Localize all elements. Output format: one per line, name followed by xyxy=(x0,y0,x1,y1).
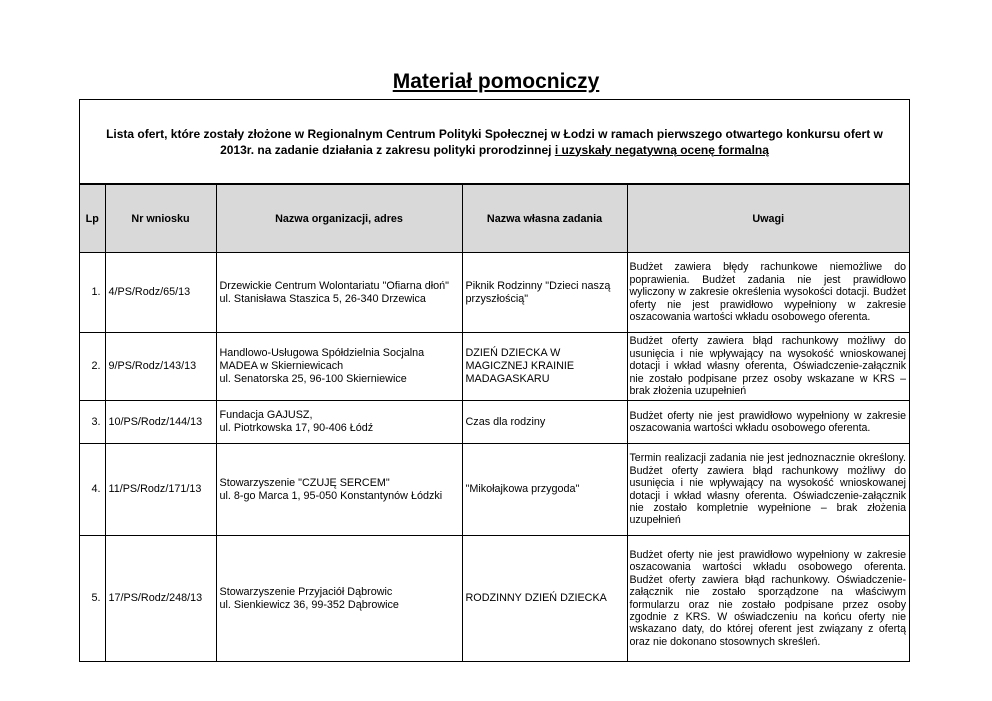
cell-lp: 4. xyxy=(80,444,105,536)
table-header-row xyxy=(80,185,909,253)
cell-org: Drzewickie Centrum Wolontariatu "Ofiarna dłoń" ul. Stanisława Staszica 5, 26-340 Drzewica xyxy=(216,253,462,333)
cell-lp: 2. xyxy=(80,333,105,401)
cell-org: Handlowo-Usługowa Spółdzielnia Socjalna MADEA w Skierniewicach ul. Senatorska 25, 96-100 Skierniewice xyxy=(216,333,462,401)
table-row xyxy=(80,253,909,333)
header-org: Nazwa organizacji, adres xyxy=(216,185,462,253)
cell-org: Stowarzyszenie "CZUJĘ SERCEM" ul. 8-go Marca 1, 95-050 Konstantynów Łódzki xyxy=(216,444,462,536)
header-notes: Uwagi xyxy=(627,185,909,253)
header-nr: Nr wniosku xyxy=(105,185,216,253)
cell-nr: 11/PS/Rodz/171/13 xyxy=(105,444,216,536)
heading-highlight: i uzyskały negatywną ocenę formalną xyxy=(554,142,769,157)
cell-nr: 9/PS/Rodz/143/13 xyxy=(105,333,216,401)
cell-lp: 1. xyxy=(80,253,105,333)
cell-nr: 17/PS/Rodz/248/13 xyxy=(105,536,216,662)
offers-sheet xyxy=(79,99,910,662)
cell-task: "Mikołajkowa przygoda" xyxy=(462,444,627,536)
cell-task: DZIEŃ DZIECKA W MAGICZNEJ KRAINIE MADAGASKARU xyxy=(462,333,627,401)
document-title: Materiał pomocniczy xyxy=(392,70,600,93)
list-heading xyxy=(80,100,909,184)
cell-notes: Budżet oferty zawiera błąd rachunkowy możliwy do usunięcia i nie wpływający na wysokość wnioskowanej dotacji i wkład własny oferenta, Oświadczenie-załącznik nie zostało podpisane przez osoby wskazane w KRS – brak złożenia uzupełnień xyxy=(627,333,909,401)
table-row xyxy=(80,536,909,662)
cell-notes: Termin realizacji zadania nie jest jednoznacznie określony. Budżet oferty zawiera błąd rachunkowy możliwy do usunięcia i nie wpływający na wysokość wnioskowanej dotacji i wkład własny oferenta. Oświadczenie-załącznik nie zostało kompletnie wypełnione – brak złożenia uzupełnień xyxy=(627,444,909,536)
cell-lp: 3. xyxy=(80,401,105,444)
table-row xyxy=(80,444,909,536)
table-row xyxy=(80,401,909,444)
cell-task: RODZINNY DZIEŃ DZIECKA xyxy=(462,536,627,662)
cell-nr: 10/PS/Rodz/144/13 xyxy=(105,401,216,444)
cell-task: Czas dla rodziny xyxy=(462,401,627,444)
cell-notes: Budżet zawiera błędy rachunkowe niemożliwe do poprawienia. Budżet zadania nie jest prawidłowo wyliczony w zakresie określenia wysokości dotacji. Budżet oferty nie jest prawidłowo wypełniony w zakresie oszacowania wartości wkładu osobowego oferenta. xyxy=(627,253,909,333)
cell-org: Stowarzyszenie Przyjaciół Dąbrowic ul. Sienkiewicz 36, 99-352 Dąbrowice xyxy=(216,536,462,662)
table-row xyxy=(80,333,909,401)
header-task: Nazwa własna zadania xyxy=(462,185,627,253)
heading-text: Lista ofert, które zostały złożone w Regionalnym Centrum Polityki Społecznej w Łodzi w ramach pierwszego otwartego konkursu ofert w 2013r. na zadanie działania z zakresu polityki prorodzinnej xyxy=(106,126,883,157)
header-lp: Lp xyxy=(80,185,105,253)
offers-table xyxy=(80,184,909,662)
cell-nr: 4/PS/Rodz/65/13 xyxy=(105,253,216,333)
cell-org: Fundacja GAJUSZ, ul. Piotrkowska 17, 90-406 Łódź xyxy=(216,401,462,444)
cell-notes: Budżet oferty nie jest prawidłowo wypełniony w zakresie oszacowania wartości wkładu osobowego oferenta. xyxy=(627,401,909,444)
cell-notes: Budżet oferty nie jest prawidłowo wypełniony w zakresie oszacowania wartości wkładu osobowego oferenta. Budżet oferty zawiera błąd rachunkowy. Oświadczenie-załącznik nie zostało sporządzone na właściwym formularzu oraz nie zostało podpisane przez osoby zgodnie z KRS. W oświadczeniu na końcu oferty nie wskazano daty, do której oferent jest związany z ofertą oraz nie dokonano stosownych skreśleń. xyxy=(627,536,909,662)
cell-task: Piknik Rodzinny "Dzieci naszą przyszłością" xyxy=(462,253,627,333)
cell-lp: 5. xyxy=(80,536,105,662)
